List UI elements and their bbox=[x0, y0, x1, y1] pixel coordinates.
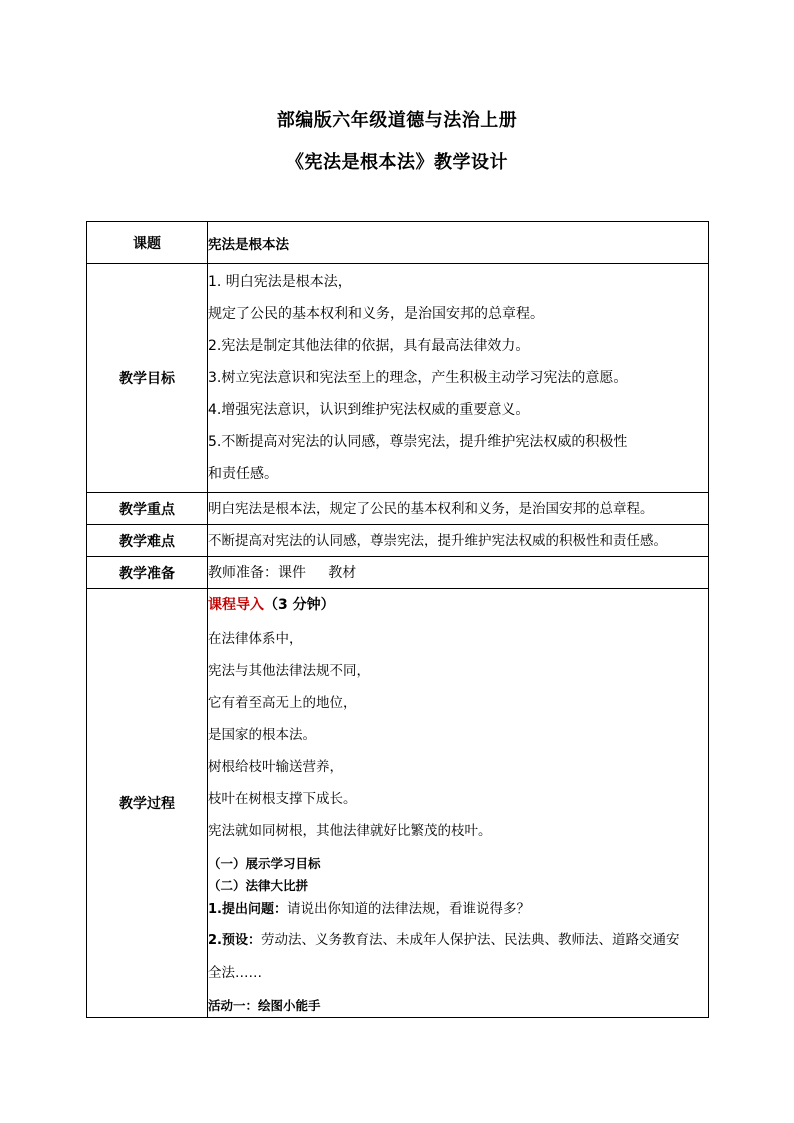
intro-heading-text: 课程导入 bbox=[208, 597, 264, 613]
lesson-plan-table bbox=[86, 221, 709, 1018]
preparation-text: 教师准备：课件 教材 bbox=[208, 564, 357, 581]
value-goals bbox=[208, 264, 709, 493]
answer-preset-continued: 全法…… bbox=[208, 965, 262, 981]
label-difficulties: 教学难点 bbox=[87, 525, 208, 557]
answer-preset-label: 2.预设： bbox=[208, 933, 261, 948]
question-1 bbox=[208, 897, 708, 926]
activity-1: 活动一：绘图小能手 bbox=[208, 998, 321, 1013]
intro-line: 树根给枝叶输送营养， bbox=[208, 759, 343, 775]
topic-text: 宪法是根本法 bbox=[208, 236, 289, 253]
label-topic: 课题 bbox=[87, 222, 208, 264]
label-key-points: 教学重点 bbox=[87, 493, 208, 525]
goal-line: 2.宪法是制定其他法律的依据，具有最高法律效力。 bbox=[208, 338, 530, 354]
label-preparation: 教学准备 bbox=[87, 557, 208, 589]
value-key-points bbox=[208, 493, 709, 525]
document-title: 部编版六年级道德与法治上册 bbox=[276, 110, 518, 131]
intro-line: 宪法与其他法律法规不同， bbox=[208, 663, 370, 679]
answer-preset-text: 劳动法、义务教育法、未成年人保护法、民法典、教师法、道路交通安 bbox=[260, 932, 680, 948]
intro-line: 枝叶在树根支撑下成长。 bbox=[208, 791, 357, 807]
goal-line: 3.树立宪法意识和宪法至上的理念，产生积极主动学习宪法的意愿。 bbox=[208, 370, 628, 386]
document-subtitle: 《宪法是根本法》教学设计 bbox=[286, 152, 508, 173]
goal-line: 4.增强宪法意识，认识到维护宪法权威的重要意义。 bbox=[208, 402, 530, 418]
intro-line: 是国家的根本法。 bbox=[208, 727, 316, 743]
intro-duration: （3 分钟） bbox=[264, 597, 335, 613]
question-1-text: 请说出你知道的法律法规，看谁说得多？ bbox=[286, 901, 530, 917]
goal-line: 1. 明白宪法是根本法， bbox=[208, 274, 352, 290]
value-process bbox=[208, 589, 709, 1018]
section-show-goals: （一）展示学习目标 bbox=[208, 856, 321, 871]
goal-line: 规定了公民的基本权利和义务，是治国安邦的总章程。 bbox=[208, 306, 544, 322]
row-preparation bbox=[87, 557, 709, 589]
label-process: 教学过程 bbox=[87, 589, 208, 1018]
row-process bbox=[87, 589, 709, 1018]
label-goals: 教学目标 bbox=[87, 264, 208, 493]
intro-heading bbox=[208, 595, 708, 623]
section-law-contest: （二）法律大比拼 bbox=[208, 878, 309, 893]
value-topic bbox=[208, 222, 709, 264]
row-difficulties bbox=[87, 525, 709, 557]
goal-line: 5.不断提高对宪法的认同感，尊崇宪法，提升维护宪法权威的积极性 bbox=[208, 434, 628, 450]
intro-line: 它有着至高无上的地位， bbox=[208, 695, 357, 711]
row-goals bbox=[87, 264, 709, 493]
answer-preset bbox=[208, 926, 708, 957]
question-1-label: 1.提出问题： bbox=[208, 902, 287, 917]
row-key-points bbox=[87, 493, 709, 525]
row-topic bbox=[87, 222, 709, 264]
value-difficulties bbox=[208, 525, 709, 557]
intro-line: 在法律体系中， bbox=[208, 631, 303, 647]
value-preparation bbox=[208, 557, 709, 589]
intro-line: 宪法就如同树根，其他法律就好比繁茂的枝叶。 bbox=[208, 823, 492, 839]
difficulties-text: 不断提高对宪法的认同感，尊崇宪法，提升维护宪法权威的积极性和责任感。 bbox=[208, 532, 667, 549]
goal-line: 和责任感。 bbox=[208, 466, 278, 482]
key-points-text: 明白宪法是根本法，规定了公民的基本权利和义务，是治国安邦的总章程。 bbox=[208, 500, 654, 517]
